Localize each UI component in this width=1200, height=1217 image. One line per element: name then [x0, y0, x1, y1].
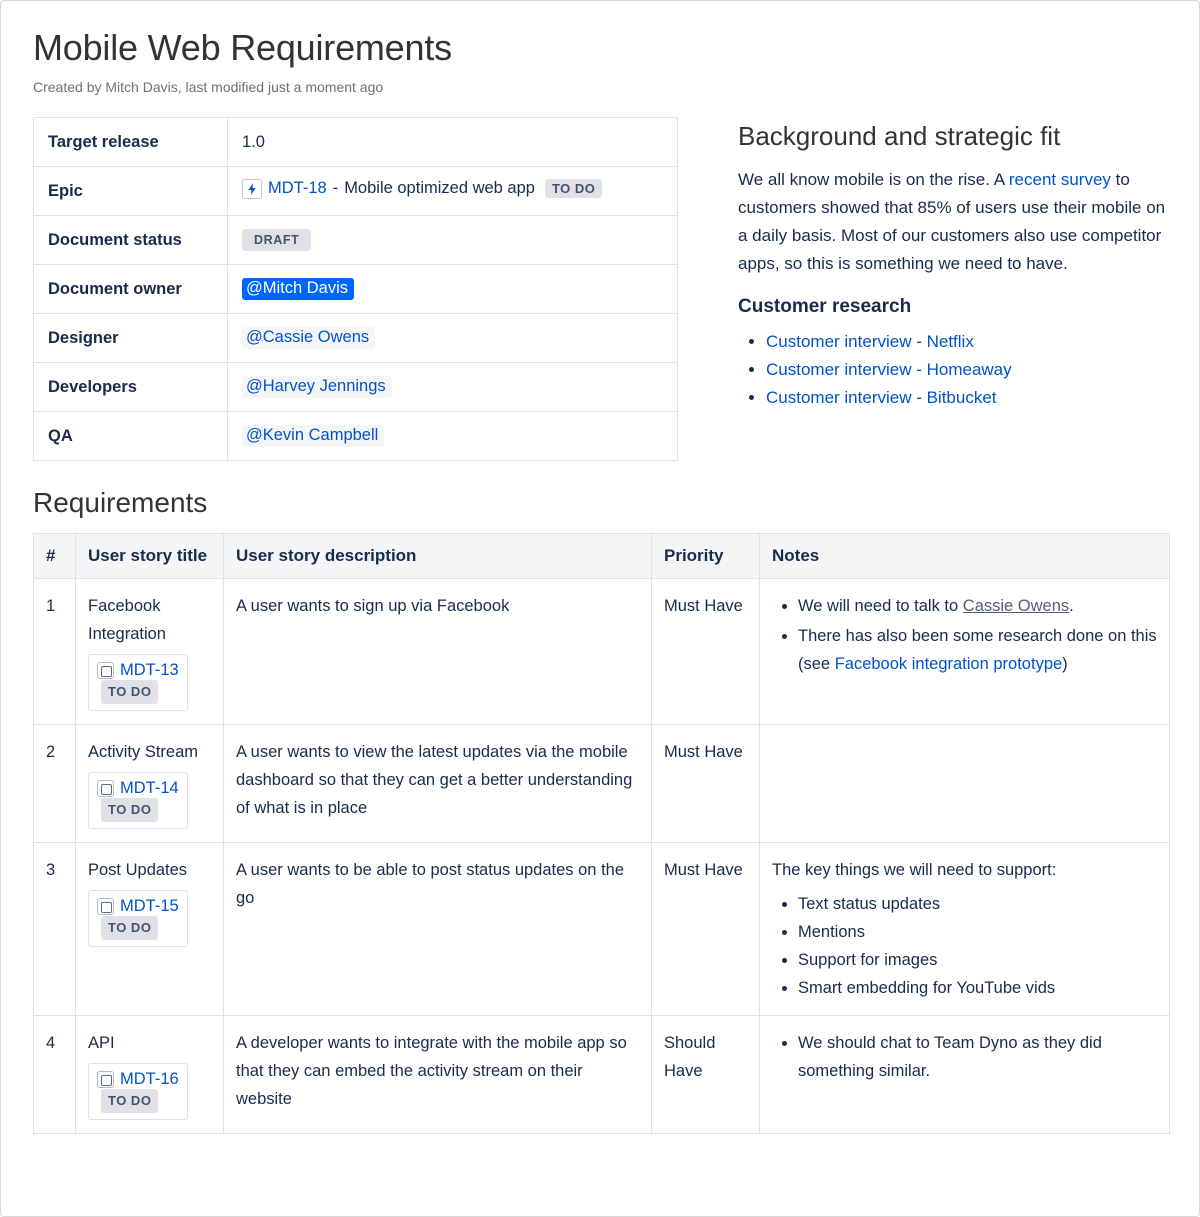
- info-value-designer: [228, 314, 678, 363]
- table-row: [34, 265, 678, 314]
- table-row: [34, 725, 1170, 843]
- info-table: [33, 117, 678, 461]
- column-header-user-story-description: User story description: [224, 534, 652, 579]
- info-value-qa: [228, 412, 678, 461]
- story-icon: [97, 1071, 114, 1088]
- row-title-cell: [76, 843, 224, 1016]
- notes-intro: The key things we will need to support:: [772, 861, 1057, 879]
- info-label: Epic: [34, 167, 228, 216]
- row-title-cell: [76, 1016, 224, 1134]
- issue-status-badge: TO DO: [101, 916, 158, 940]
- mention-cassie-owens[interactable]: @Cassie Owens: [242, 327, 375, 349]
- notes-list: [772, 1029, 1157, 1085]
- row-priority: Must Have: [652, 843, 760, 1016]
- customer-interview-bitbucket-link[interactable]: Customer interview - Bitbucket: [766, 388, 997, 407]
- info-panel: [33, 117, 678, 461]
- requirements-heading: Requirements: [33, 487, 208, 518]
- story-title: Activity Stream: [88, 743, 199, 761]
- story-title: Post Updates: [88, 861, 188, 879]
- table-header-row: [34, 534, 1170, 579]
- row-notes: [760, 579, 1170, 725]
- epic-chip[interactable]: [242, 179, 602, 199]
- background-text-part1: We all know mobile is on the rise. A: [738, 170, 1009, 189]
- issue-status-badge: TO DO: [101, 680, 158, 704]
- row-title-cell: [76, 725, 224, 843]
- jira-issue-card[interactable]: [88, 890, 188, 947]
- row-title-cell: [76, 579, 224, 725]
- notes-list: [772, 890, 1157, 1002]
- row-number: 1: [34, 579, 76, 725]
- list-item: [766, 356, 1167, 384]
- issue-key-link[interactable]: MDT-15: [120, 897, 179, 915]
- status-badge: DRAFT: [242, 229, 311, 251]
- byline: Created by Mitch Davis, last modified just a moment ago: [33, 79, 384, 95]
- info-label: Target release: [34, 118, 228, 167]
- table-row: [34, 314, 678, 363]
- table-row: [34, 167, 678, 216]
- epic-status-badge: TO DO: [545, 179, 602, 198]
- jira-issue-card[interactable]: [88, 1063, 188, 1120]
- row-notes: [760, 725, 1170, 843]
- table-row: [34, 579, 1170, 725]
- row-priority: Must Have: [652, 725, 760, 843]
- row-priority: Should Have: [652, 1016, 760, 1134]
- background-heading: Background and strategic fit: [738, 121, 1061, 151]
- row-description: A user wants to be able to post status updates on the go: [224, 843, 652, 1016]
- issue-key-link[interactable]: MDT-14: [120, 779, 179, 797]
- story-icon: [97, 898, 114, 915]
- info-value-document-status: [228, 216, 678, 265]
- notes-list: [772, 592, 1157, 678]
- column-header-user-story-title: User story title: [76, 534, 224, 579]
- issue-key-link[interactable]: MDT-13: [120, 661, 179, 679]
- row-priority: Must Have: [652, 579, 760, 725]
- table-row: [34, 216, 678, 265]
- jira-issue-card[interactable]: [88, 654, 188, 711]
- cassie-owens-mention[interactable]: Cassie Owens: [962, 597, 1070, 615]
- customer-interview-netflix-link[interactable]: Customer interview - Netflix: [766, 332, 974, 351]
- row-number: 3: [34, 843, 76, 1016]
- column-header-priority: Priority: [652, 534, 760, 579]
- mention-mitch-davis[interactable]: @Mitch Davis: [242, 278, 354, 300]
- list-item: [766, 328, 1167, 356]
- epic-key-link[interactable]: MDT-18: [268, 179, 327, 197]
- row-number: 4: [34, 1016, 76, 1134]
- list-item: • Support for images: [798, 946, 1157, 974]
- list-item: • There has also been some research done on this (see Facebook integration prototype): [798, 622, 1157, 678]
- background-text-part2: to customers showed that 85% of users use their mobile on a daily basis. Most of our customers also use competitor apps, so this is something we need to have.: [738, 170, 1166, 273]
- issue-status-badge: TO DO: [101, 798, 158, 822]
- story-title: API: [88, 1034, 115, 1052]
- epic-bolt-icon: [242, 179, 262, 199]
- issue-key-link[interactable]: MDT-16: [120, 1070, 179, 1088]
- mention-harvey-jennings[interactable]: @Harvey Jennings: [242, 376, 392, 398]
- info-value-target-release: 1.0: [228, 118, 678, 167]
- row-number: 2: [34, 725, 76, 843]
- jira-issue-card[interactable]: [88, 772, 188, 829]
- info-label: Document status: [34, 216, 228, 265]
- background-panel: [738, 117, 1167, 412]
- story-icon: [97, 662, 114, 679]
- story-title: Facebook Integration: [88, 597, 166, 643]
- info-value-epic: [228, 167, 678, 216]
- info-value-document-owner: [228, 265, 678, 314]
- column-header-number: #: [34, 534, 76, 579]
- table-row: [34, 1016, 1170, 1134]
- info-label: QA: [34, 412, 228, 461]
- list-item: • Smart embedding for YouTube vids: [798, 974, 1157, 1002]
- column-header-notes: Notes: [760, 534, 1170, 579]
- facebook-integration-prototype-link[interactable]: Facebook integration prototype: [834, 655, 1063, 673]
- page-title: Mobile Web Requirements: [33, 27, 452, 68]
- background-paragraph: [738, 166, 1167, 278]
- list-item: • We will need to talk to Cassie Owens.: [798, 592, 1157, 620]
- info-label: Developers: [34, 363, 228, 412]
- table-row: [34, 363, 678, 412]
- row-description: A developer wants to integrate with the mobile app so that they can embed the activity stream on their website: [224, 1016, 652, 1134]
- table-row: [34, 843, 1170, 1016]
- issue-status-badge: TO DO: [101, 1089, 158, 1113]
- row-description: A user wants to sign up via Facebook: [224, 579, 652, 725]
- info-label: Designer: [34, 314, 228, 363]
- info-label: Document owner: [34, 265, 228, 314]
- row-description: A user wants to view the latest updates via the mobile dashboard so that they can get a better understanding of what is in place: [224, 725, 652, 843]
- mention-kevin-campbell[interactable]: @Kevin Campbell: [242, 425, 384, 447]
- top-columns: [33, 117, 1167, 461]
- story-icon: [97, 780, 114, 797]
- list-item: • Mentions: [798, 918, 1157, 946]
- row-notes: [760, 1016, 1170, 1134]
- list-item: • Text status updates: [798, 890, 1157, 918]
- list-item: [766, 384, 1167, 412]
- customer-interview-homeaway-link[interactable]: Customer interview - Homeaway: [766, 360, 1012, 379]
- list-item: • We should chat to Team Dyno as they did something similar.: [798, 1029, 1157, 1085]
- customer-research-list: [738, 328, 1167, 412]
- epic-separator: -: [332, 179, 339, 197]
- recent-survey-link[interactable]: recent survey: [1008, 170, 1111, 189]
- epic-summary: Mobile optimized web app: [344, 179, 535, 197]
- requirements-table: [33, 533, 1170, 1134]
- info-value-developers: [228, 363, 678, 412]
- table-row: [34, 118, 678, 167]
- customer-research-heading: Customer research: [738, 296, 912, 317]
- table-row: [34, 412, 678, 461]
- row-notes: [760, 843, 1170, 1016]
